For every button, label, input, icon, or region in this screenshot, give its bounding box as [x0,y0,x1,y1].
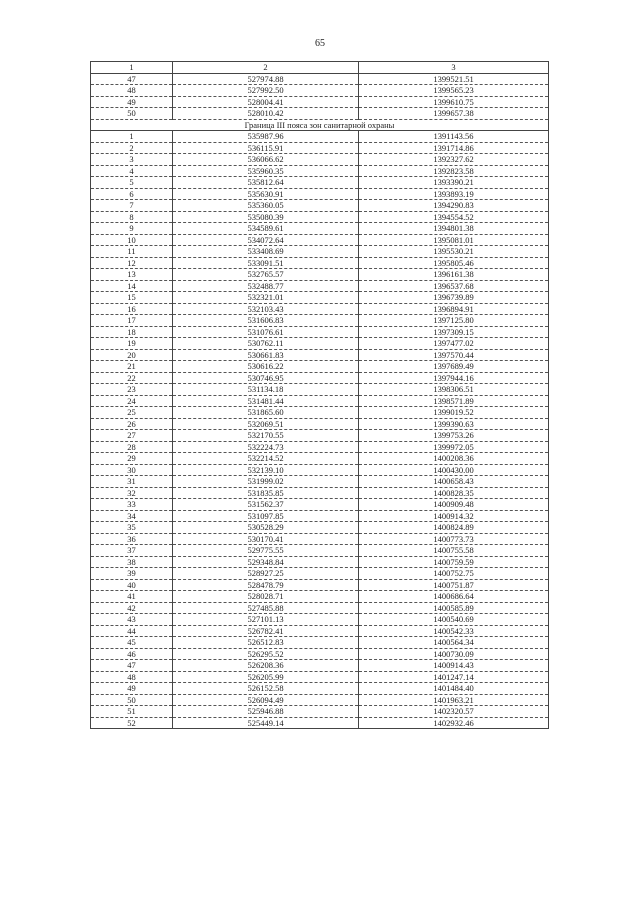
x-coordinate-cell: 530746.95 [173,372,359,384]
y-coordinate-cell: 1397125.80 [359,315,549,327]
y-coordinate-cell: 1400824.89 [359,522,549,534]
y-coordinate-cell: 1394290.83 [359,200,549,212]
point-number-cell: 25 [91,407,173,419]
point-number-cell: 23 [91,384,173,396]
table-row [91,338,549,350]
y-coordinate-cell: 1396894.91 [359,303,549,315]
y-coordinate-cell: 1400208.36 [359,453,549,465]
x-coordinate-cell: 535812.64 [173,177,359,189]
x-coordinate-cell: 531606.83 [173,315,359,327]
table-row [91,522,549,534]
table-row [91,223,549,235]
section-title: Граница III пояса зон санитарной охраны [91,119,549,131]
point-number-cell: 19 [91,338,173,350]
y-coordinate-cell: 1391714.86 [359,142,549,154]
table-row [91,487,549,499]
x-coordinate-cell: 533091.51 [173,257,359,269]
point-number-cell: 44 [91,625,173,637]
x-coordinate-cell: 530170.41 [173,533,359,545]
y-coordinate-cell: 1399521.51 [359,73,549,85]
point-number-cell: 14 [91,280,173,292]
x-coordinate-cell: 526782.41 [173,625,359,637]
y-coordinate-cell: 1400752.75 [359,568,549,580]
table-row [91,660,549,672]
point-number-cell: 47 [91,660,173,672]
point-number-cell: 42 [91,602,173,614]
table-row [91,280,549,292]
table-row [91,648,549,660]
table-row [91,96,549,108]
point-number-cell: 48 [91,671,173,683]
point-number-cell: 11 [91,246,173,258]
y-coordinate-cell: 1399390.63 [359,418,549,430]
point-number-cell: 52 [91,717,173,729]
x-coordinate-cell: 532069.51 [173,418,359,430]
table-header-row [91,62,549,74]
y-coordinate-cell: 1397309.15 [359,326,549,338]
table-row [91,85,549,97]
y-coordinate-cell: 1400542.33 [359,625,549,637]
x-coordinate-cell: 532103.43 [173,303,359,315]
point-number-cell: 13 [91,269,173,281]
table-row [91,556,549,568]
x-coordinate-cell: 531835.85 [173,487,359,499]
table-row [91,453,549,465]
table-row [91,499,549,511]
y-coordinate-cell: 1395081.01 [359,234,549,246]
point-number-cell: 34 [91,510,173,522]
x-coordinate-cell: 535987.96 [173,131,359,143]
x-coordinate-cell: 530528.29 [173,522,359,534]
table-row [91,418,549,430]
point-number-cell: 2 [91,142,173,154]
table-row [91,73,549,85]
table-row [91,131,549,143]
y-coordinate-cell: 1392823.58 [359,165,549,177]
y-coordinate-cell: 1400540.69 [359,614,549,626]
x-coordinate-cell: 526094.49 [173,694,359,706]
point-number-cell: 8 [91,211,173,223]
y-coordinate-cell: 1400585.89 [359,602,549,614]
y-coordinate-cell: 1392327.62 [359,154,549,166]
y-coordinate-cell: 1399019.52 [359,407,549,419]
point-number-cell: 51 [91,706,173,718]
column-header-2: 2 [173,62,359,74]
x-coordinate-cell: 526512.83 [173,637,359,649]
table-row [91,234,549,246]
y-coordinate-cell: 1395805.46 [359,257,549,269]
point-number-cell: 49 [91,683,173,695]
x-coordinate-cell: 532224.73 [173,441,359,453]
y-coordinate-cell: 1400914.43 [359,660,549,672]
column-header-3: 3 [359,62,549,74]
point-number-cell: 45 [91,637,173,649]
table-row [91,326,549,338]
coordinates-table [90,61,549,729]
point-number-cell: 39 [91,568,173,580]
x-coordinate-cell: 527974.88 [173,73,359,85]
x-coordinate-cell: 525449.14 [173,717,359,729]
point-number-cell: 1 [91,131,173,143]
x-coordinate-cell: 531562.37 [173,499,359,511]
point-number-cell: 35 [91,522,173,534]
table-row [91,568,549,580]
x-coordinate-cell: 528478.79 [173,579,359,591]
x-coordinate-cell: 529775.55 [173,545,359,557]
point-number-cell: 47 [91,73,173,85]
y-coordinate-cell: 1399657.38 [359,108,549,120]
point-number-cell: 16 [91,303,173,315]
x-coordinate-cell: 535960.35 [173,165,359,177]
point-number-cell: 43 [91,614,173,626]
table-row [91,533,549,545]
point-number-cell: 33 [91,499,173,511]
point-number-cell: 28 [91,441,173,453]
point-number-cell: 3 [91,154,173,166]
point-number-cell: 32 [91,487,173,499]
y-coordinate-cell: 1396537.68 [359,280,549,292]
point-number-cell: 22 [91,372,173,384]
x-coordinate-cell: 527101.13 [173,614,359,626]
point-number-cell: 36 [91,533,173,545]
y-coordinate-cell: 1401484.40 [359,683,549,695]
table-row [91,211,549,223]
y-coordinate-cell: 1400751.87 [359,579,549,591]
section-title-row [91,119,549,131]
y-coordinate-cell: 1395530.21 [359,246,549,258]
x-coordinate-cell: 532214.52 [173,453,359,465]
y-coordinate-cell: 1400564.34 [359,637,549,649]
y-coordinate-cell: 1401963.21 [359,694,549,706]
point-number-cell: 40 [91,579,173,591]
point-number-cell: 41 [91,591,173,603]
table-row [91,591,549,603]
y-coordinate-cell: 1400914.32 [359,510,549,522]
x-coordinate-cell: 534072.64 [173,234,359,246]
x-coordinate-cell: 536115.91 [173,142,359,154]
table-row [91,361,549,373]
table-row [91,292,549,304]
table-row [91,671,549,683]
table-row [91,602,549,614]
y-coordinate-cell: 1400773.73 [359,533,549,545]
table-row [91,142,549,154]
table-row [91,384,549,396]
table-row [91,510,549,522]
x-coordinate-cell: 535630.91 [173,188,359,200]
point-number-cell: 7 [91,200,173,212]
point-number-cell: 38 [91,556,173,568]
y-coordinate-cell: 1391143.56 [359,131,549,143]
point-number-cell: 30 [91,464,173,476]
x-coordinate-cell: 530661.83 [173,349,359,361]
y-coordinate-cell: 1399610.75 [359,96,549,108]
point-number-cell: 12 [91,257,173,269]
point-number-cell: 46 [91,648,173,660]
x-coordinate-cell: 527485.88 [173,602,359,614]
y-coordinate-cell: 1397689.49 [359,361,549,373]
table-row [91,476,549,488]
x-coordinate-cell: 535360.05 [173,200,359,212]
x-coordinate-cell: 528028.71 [173,591,359,603]
table-row [91,349,549,361]
point-number-cell: 4 [91,165,173,177]
x-coordinate-cell: 528004.41 [173,96,359,108]
table-row [91,257,549,269]
point-number-cell: 18 [91,326,173,338]
y-coordinate-cell: 1400686.64 [359,591,549,603]
table-row [91,188,549,200]
x-coordinate-cell: 527992.50 [173,85,359,97]
y-coordinate-cell: 1402932.46 [359,717,549,729]
x-coordinate-cell: 525946.88 [173,706,359,718]
point-number-cell: 10 [91,234,173,246]
x-coordinate-cell: 531999.02 [173,476,359,488]
x-coordinate-cell: 532321.01 [173,292,359,304]
point-number-cell: 17 [91,315,173,327]
table-row [91,108,549,120]
y-coordinate-cell: 1399565.23 [359,85,549,97]
x-coordinate-cell: 536066.62 [173,154,359,166]
point-number-cell: 50 [91,108,173,120]
point-number-cell: 50 [91,694,173,706]
table-row [91,165,549,177]
x-coordinate-cell: 532139.10 [173,464,359,476]
y-coordinate-cell: 1400759.59 [359,556,549,568]
x-coordinate-cell: 528010.42 [173,108,359,120]
x-coordinate-cell: 526152.58 [173,683,359,695]
y-coordinate-cell: 1393390.21 [359,177,549,189]
table-row [91,637,549,649]
point-number-cell: 9 [91,223,173,235]
point-number-cell: 5 [91,177,173,189]
table-row [91,269,549,281]
x-coordinate-cell: 526208.36 [173,660,359,672]
point-number-cell: 6 [91,188,173,200]
coordinates-table-body [91,62,549,729]
y-coordinate-cell: 1394554.52 [359,211,549,223]
table-row [91,579,549,591]
y-coordinate-cell: 1398571.89 [359,395,549,407]
y-coordinate-cell: 1400658.43 [359,476,549,488]
table-row [91,200,549,212]
x-coordinate-cell: 532765.57 [173,269,359,281]
table-row [91,717,549,729]
table-row [91,464,549,476]
table-row [91,303,549,315]
column-header-1: 1 [91,62,173,74]
point-number-cell: 27 [91,430,173,442]
point-number-cell: 24 [91,395,173,407]
table-row [91,545,549,557]
table-row [91,625,549,637]
y-coordinate-cell: 1400730.09 [359,648,549,660]
x-coordinate-cell: 531134.18 [173,384,359,396]
point-number-cell: 49 [91,96,173,108]
table-row [91,395,549,407]
y-coordinate-cell: 1396739.89 [359,292,549,304]
y-coordinate-cell: 1397477.02 [359,338,549,350]
x-coordinate-cell: 531865.60 [173,407,359,419]
y-coordinate-cell: 1399972.05 [359,441,549,453]
table-row [91,614,549,626]
y-coordinate-cell: 1401247.14 [359,671,549,683]
y-coordinate-cell: 1398306.51 [359,384,549,396]
y-coordinate-cell: 1402320.57 [359,706,549,718]
y-coordinate-cell: 1400909.48 [359,499,549,511]
y-coordinate-cell: 1400430.00 [359,464,549,476]
point-number-cell: 20 [91,349,173,361]
table-row [91,441,549,453]
point-number-cell: 48 [91,85,173,97]
y-coordinate-cell: 1397570.44 [359,349,549,361]
table-row [91,683,549,695]
y-coordinate-cell: 1400828.35 [359,487,549,499]
y-coordinate-cell: 1397944.16 [359,372,549,384]
table-row [91,315,549,327]
y-coordinate-cell: 1396161.38 [359,269,549,281]
x-coordinate-cell: 531076.61 [173,326,359,338]
x-coordinate-cell: 526295.52 [173,648,359,660]
point-number-cell: 37 [91,545,173,557]
point-number-cell: 31 [91,476,173,488]
x-coordinate-cell: 531481.44 [173,395,359,407]
point-number-cell: 29 [91,453,173,465]
x-coordinate-cell: 533408.69 [173,246,359,258]
x-coordinate-cell: 531097.85 [173,510,359,522]
x-coordinate-cell: 535080.39 [173,211,359,223]
y-coordinate-cell: 1394801.38 [359,223,549,235]
x-coordinate-cell: 528927.25 [173,568,359,580]
y-coordinate-cell: 1393893.19 [359,188,549,200]
table-row [91,407,549,419]
y-coordinate-cell: 1399753.26 [359,430,549,442]
y-coordinate-cell: 1400755.58 [359,545,549,557]
table-row [91,694,549,706]
table-row [91,706,549,718]
x-coordinate-cell: 534589.61 [173,223,359,235]
x-coordinate-cell: 530762.11 [173,338,359,350]
table-row [91,177,549,189]
table-row [91,372,549,384]
table-row [91,246,549,258]
x-coordinate-cell: 529348.84 [173,556,359,568]
x-coordinate-cell: 526205.99 [173,671,359,683]
point-number-cell: 26 [91,418,173,430]
table-row [91,430,549,442]
point-number-cell: 21 [91,361,173,373]
x-coordinate-cell: 530616.22 [173,361,359,373]
x-coordinate-cell: 532170.55 [173,430,359,442]
page-number: 65 [315,38,325,49]
point-number-cell: 15 [91,292,173,304]
x-coordinate-cell: 532488.77 [173,280,359,292]
table-row [91,154,549,166]
